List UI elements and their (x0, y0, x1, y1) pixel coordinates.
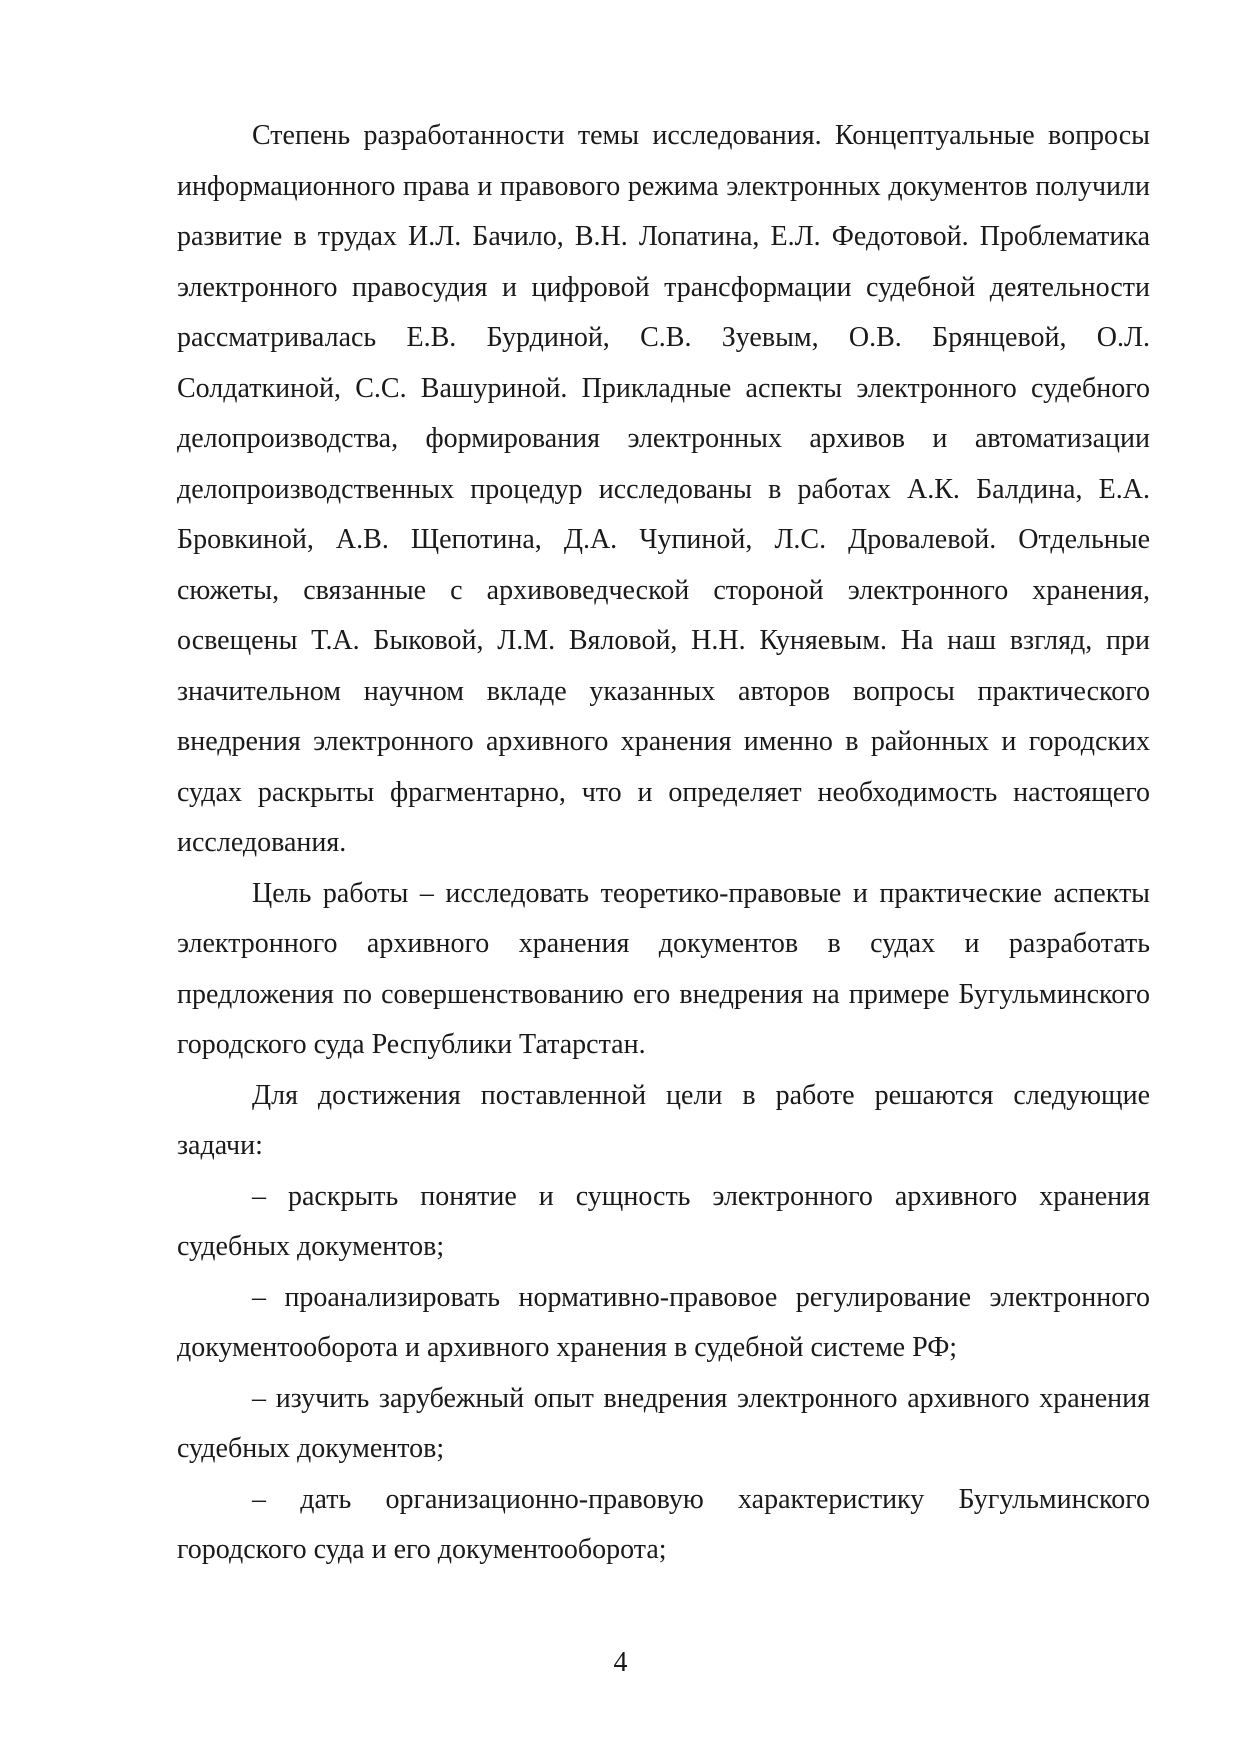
task-item-3: – изучить зарубежный опыт внедрения электронного архивного хранения судебных документов; (177, 1382, 1150, 1464)
page-number: 4 (613, 1647, 628, 1678)
paragraph-tasks-intro: Для достижения поставленной цели в работе решаются следующие задачи: (177, 1079, 1150, 1161)
document-body (177, 111, 1150, 1576)
paragraph-research-development: Степень разработанности темы исследования. Концептуальные вопросы информационного права и правового режима электронных документов получили развитие в трудах И.Л. Бачило, В.Н. Лопатина, Е.Л. Федотовой. Проблематика электронного правосудия и цифровой трансформации судебной деятельности рассматривалась Е.В. Бурдиной, С.В. Зуевым, О.В. Брянцевой, О.Л. Солдаткиной, С.С. Вашуриной. Прикладные аспекты электронного судебного делопроизводства, формирования электронных архивов и автоматизации делопроизводственных процедур исследованы в работах А.К. Балдина, Е.А. Бровкиной, А.В. Щепотина, Д.А. Чупиной, Л.С. Дровалевой. Отдельные сюжеты, связанные с архивоведческой стороной электронного хранения, освещены Т.А. Быковой, Л.М. Вяловой, Н.Н. Куняевым. На наш взгляд, при значительном научном вкладе указанных авторов вопросы практического внедрения электронного архивного хранения именно в районных и городских судах раскрыты фрагментарно, что и определяет необходимость настоящего исследования. (177, 120, 1150, 858)
task-item-1: – раскрыть понятие и сущность электронного архивного хранения судебных документов; (177, 1180, 1150, 1262)
task-item-4: – дать организационно-правовую характеристику Бугульминского городского суда и его документооборота; (177, 1483, 1150, 1565)
task-item-2: – проанализировать нормативно-правовое регулирование электронного документооборота и архивного хранения в судебной системе РФ; (177, 1281, 1150, 1363)
paragraph-research-goal: Цель работы – исследовать теоретико-правовые и практические аспекты электронного архивного хранения документов в судах и разработать предложения по совершенствованию его внедрения на примере Бугульминского городского суда Республики Татарстан. (177, 877, 1150, 1060)
